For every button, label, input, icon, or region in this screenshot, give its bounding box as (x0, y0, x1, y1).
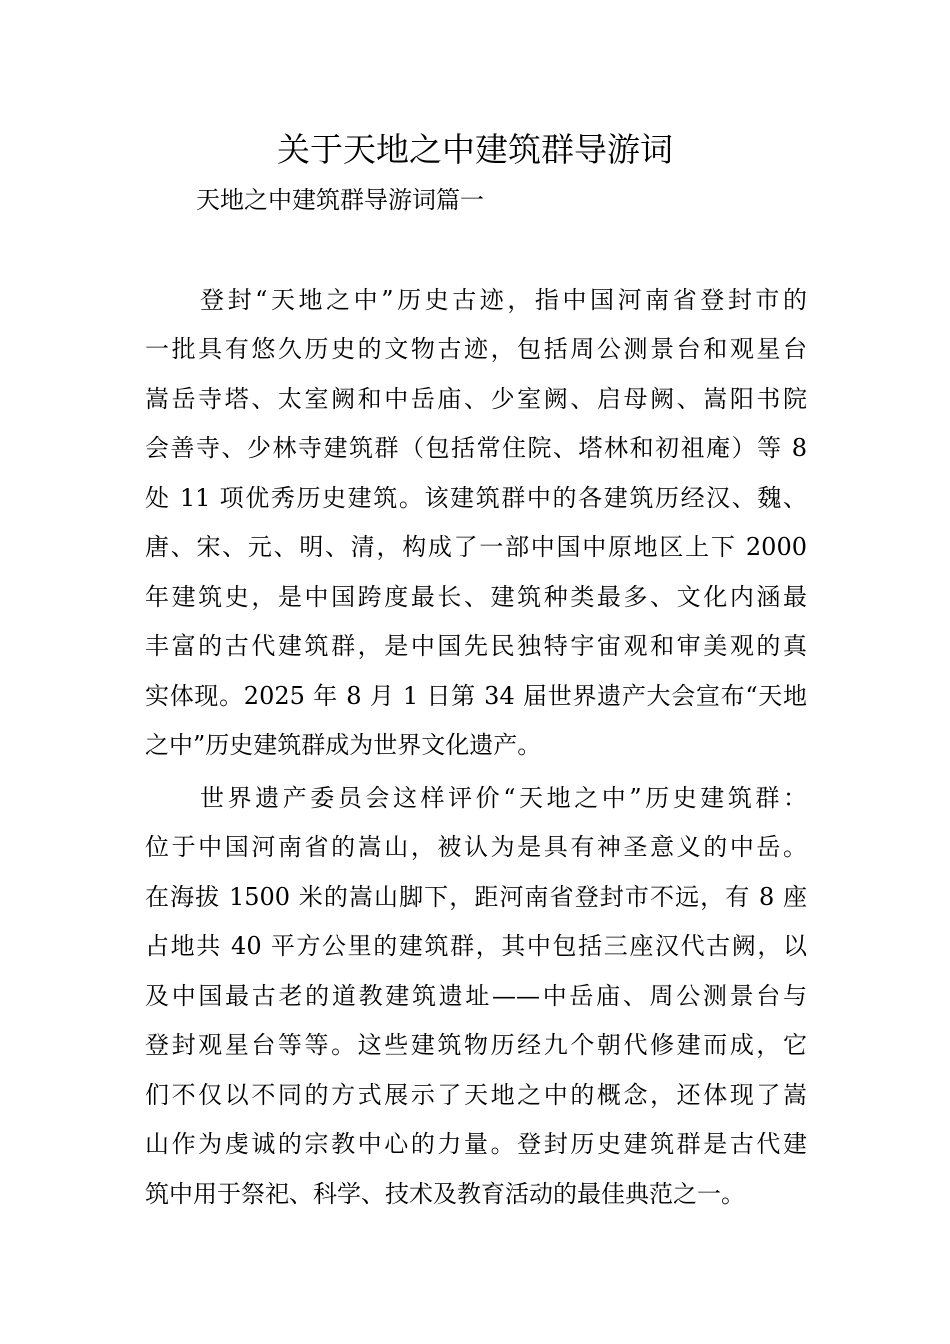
paragraph-1-line-6: 唐、宋、元、明、清，构成了一部中国中原地区上下 2000 (145, 533, 807, 561)
paragraph-2-line-7: 们不仅以不同的方式展示了天地之中的概念，还体现了嵩 (145, 1081, 807, 1109)
paragraph-1-line-4: 会善寺、少林寺建筑群（包括常住院、塔林和初祖庵）等 8 (145, 434, 807, 462)
document-subtitle: 天地之中建筑群导游词篇一 (196, 186, 484, 214)
paragraph-1-line-3: 嵩岳寺塔、太室阙和中岳庙、少室阙、启母阙、嵩阳书院 (145, 385, 807, 413)
paragraph-2-line-5: 及中国最古老的道教建筑遗址——中岳庙、周公测景台与 (145, 982, 807, 1010)
paragraph-2-line-4: 占地共 40 平方公里的建筑群，其中包括三座汉代古阙，以 (145, 932, 807, 960)
paragraph-2-line-9: 筑中用于祭祀、科学、技术及教育活动的最佳典范之一。 (145, 1180, 745, 1208)
paragraph-2-line-8: 山作为虔诚的宗教中心的力量。登封历史建筑群是古代建 (145, 1130, 807, 1158)
paragraph-1-line-10: 之中”历史建筑群成为世界文化遗产。 (145, 731, 542, 759)
paragraph-1-line-7: 年建筑史，是中国跨度最长、建筑种类最多、文化内涵最 (145, 583, 807, 611)
paragraph-1-line-2: 一批具有悠久历史的文物古迹，包括周公测景台和观星台 (145, 335, 807, 363)
paragraph-1-line-9: 实体现。2025 年 8 月 1 日第 34 届世界遗产大会宣布“天地 (145, 682, 807, 710)
document-title: 关于天地之中建筑群导游词 (277, 130, 673, 169)
paragraph-2-line-2: 位于中国河南省的嵩山，被认为是具有神圣意义的中岳。 (145, 833, 807, 861)
paragraph-1-line-5: 处 11 项优秀历史建筑。该建筑群中的各建筑历经汉、魏、 (145, 484, 807, 512)
paragraph-1-line-8: 丰富的古代建筑群，是中国先民独特宇宙观和审美观的真 (145, 632, 807, 660)
paragraph-2-line-1: 世界遗产委员会这样评价“天地之中”历史建筑群： (200, 784, 807, 812)
paragraph-2-line-6: 登封观星台等等。这些建筑物历经九个朝代修建而成，它 (145, 1031, 807, 1059)
paragraph-1-line-1: 登封“天地之中”历史古迹，指中国河南省登封市的 (200, 286, 807, 314)
paragraph-2-line-3: 在海拔 1500 米的嵩山脚下，距河南省登封市不远，有 8 座 (145, 883, 807, 911)
